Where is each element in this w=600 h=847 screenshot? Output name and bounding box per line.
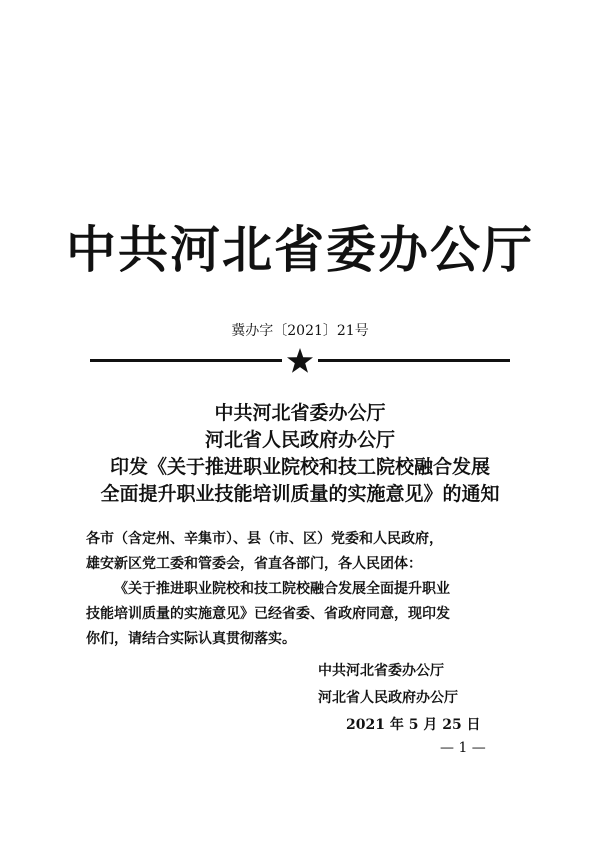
header-divider	[90, 347, 510, 377]
divider-rule-right	[318, 359, 510, 362]
notice-title	[60, 400, 540, 508]
title-line-4: 全面提升职业技能培训质量的实施意见》的通知	[100, 483, 500, 505]
page-number: — 1 —	[440, 740, 486, 756]
signature-date: 2021 年 5 月 25 日	[346, 717, 481, 733]
divider-rule-left	[90, 359, 282, 362]
document-number: 冀办字〔2021〕21号	[231, 323, 369, 339]
body-paragraph-line-2: 技能培训质量的实施意见》已经省委、省政府同意，现印发	[86, 606, 450, 622]
addressees-line-2: 雄安新区党工委和管委会，省直各部门，各人民团体：	[86, 556, 422, 572]
notice-body	[86, 527, 526, 652]
title-line-2: 河北省人民政府办公厅	[204, 429, 395, 451]
addressees-line-1: 各市（含定州、辛集市）、县（市、区）党委和人民政府，	[86, 531, 443, 547]
signature-org-2: 河北省人民政府办公厅	[318, 690, 458, 706]
body-paragraph-line-1: 《关于推进职业院校和技工院校融合发展全面提升职业	[114, 581, 450, 597]
star-icon	[286, 347, 314, 375]
body-paragraph-line-3: 你们，请结合实际认真贯彻落实。	[86, 631, 296, 647]
issuer-header-title: 中共河北省委办公厅	[66, 221, 534, 279]
signature-org-1: 中共河北省委办公厅	[318, 663, 444, 679]
title-line-3: 印发《关于推进职业院校和技工院校融合发展	[109, 456, 490, 478]
title-line-1: 中共河北省委办公厅	[214, 402, 386, 424]
